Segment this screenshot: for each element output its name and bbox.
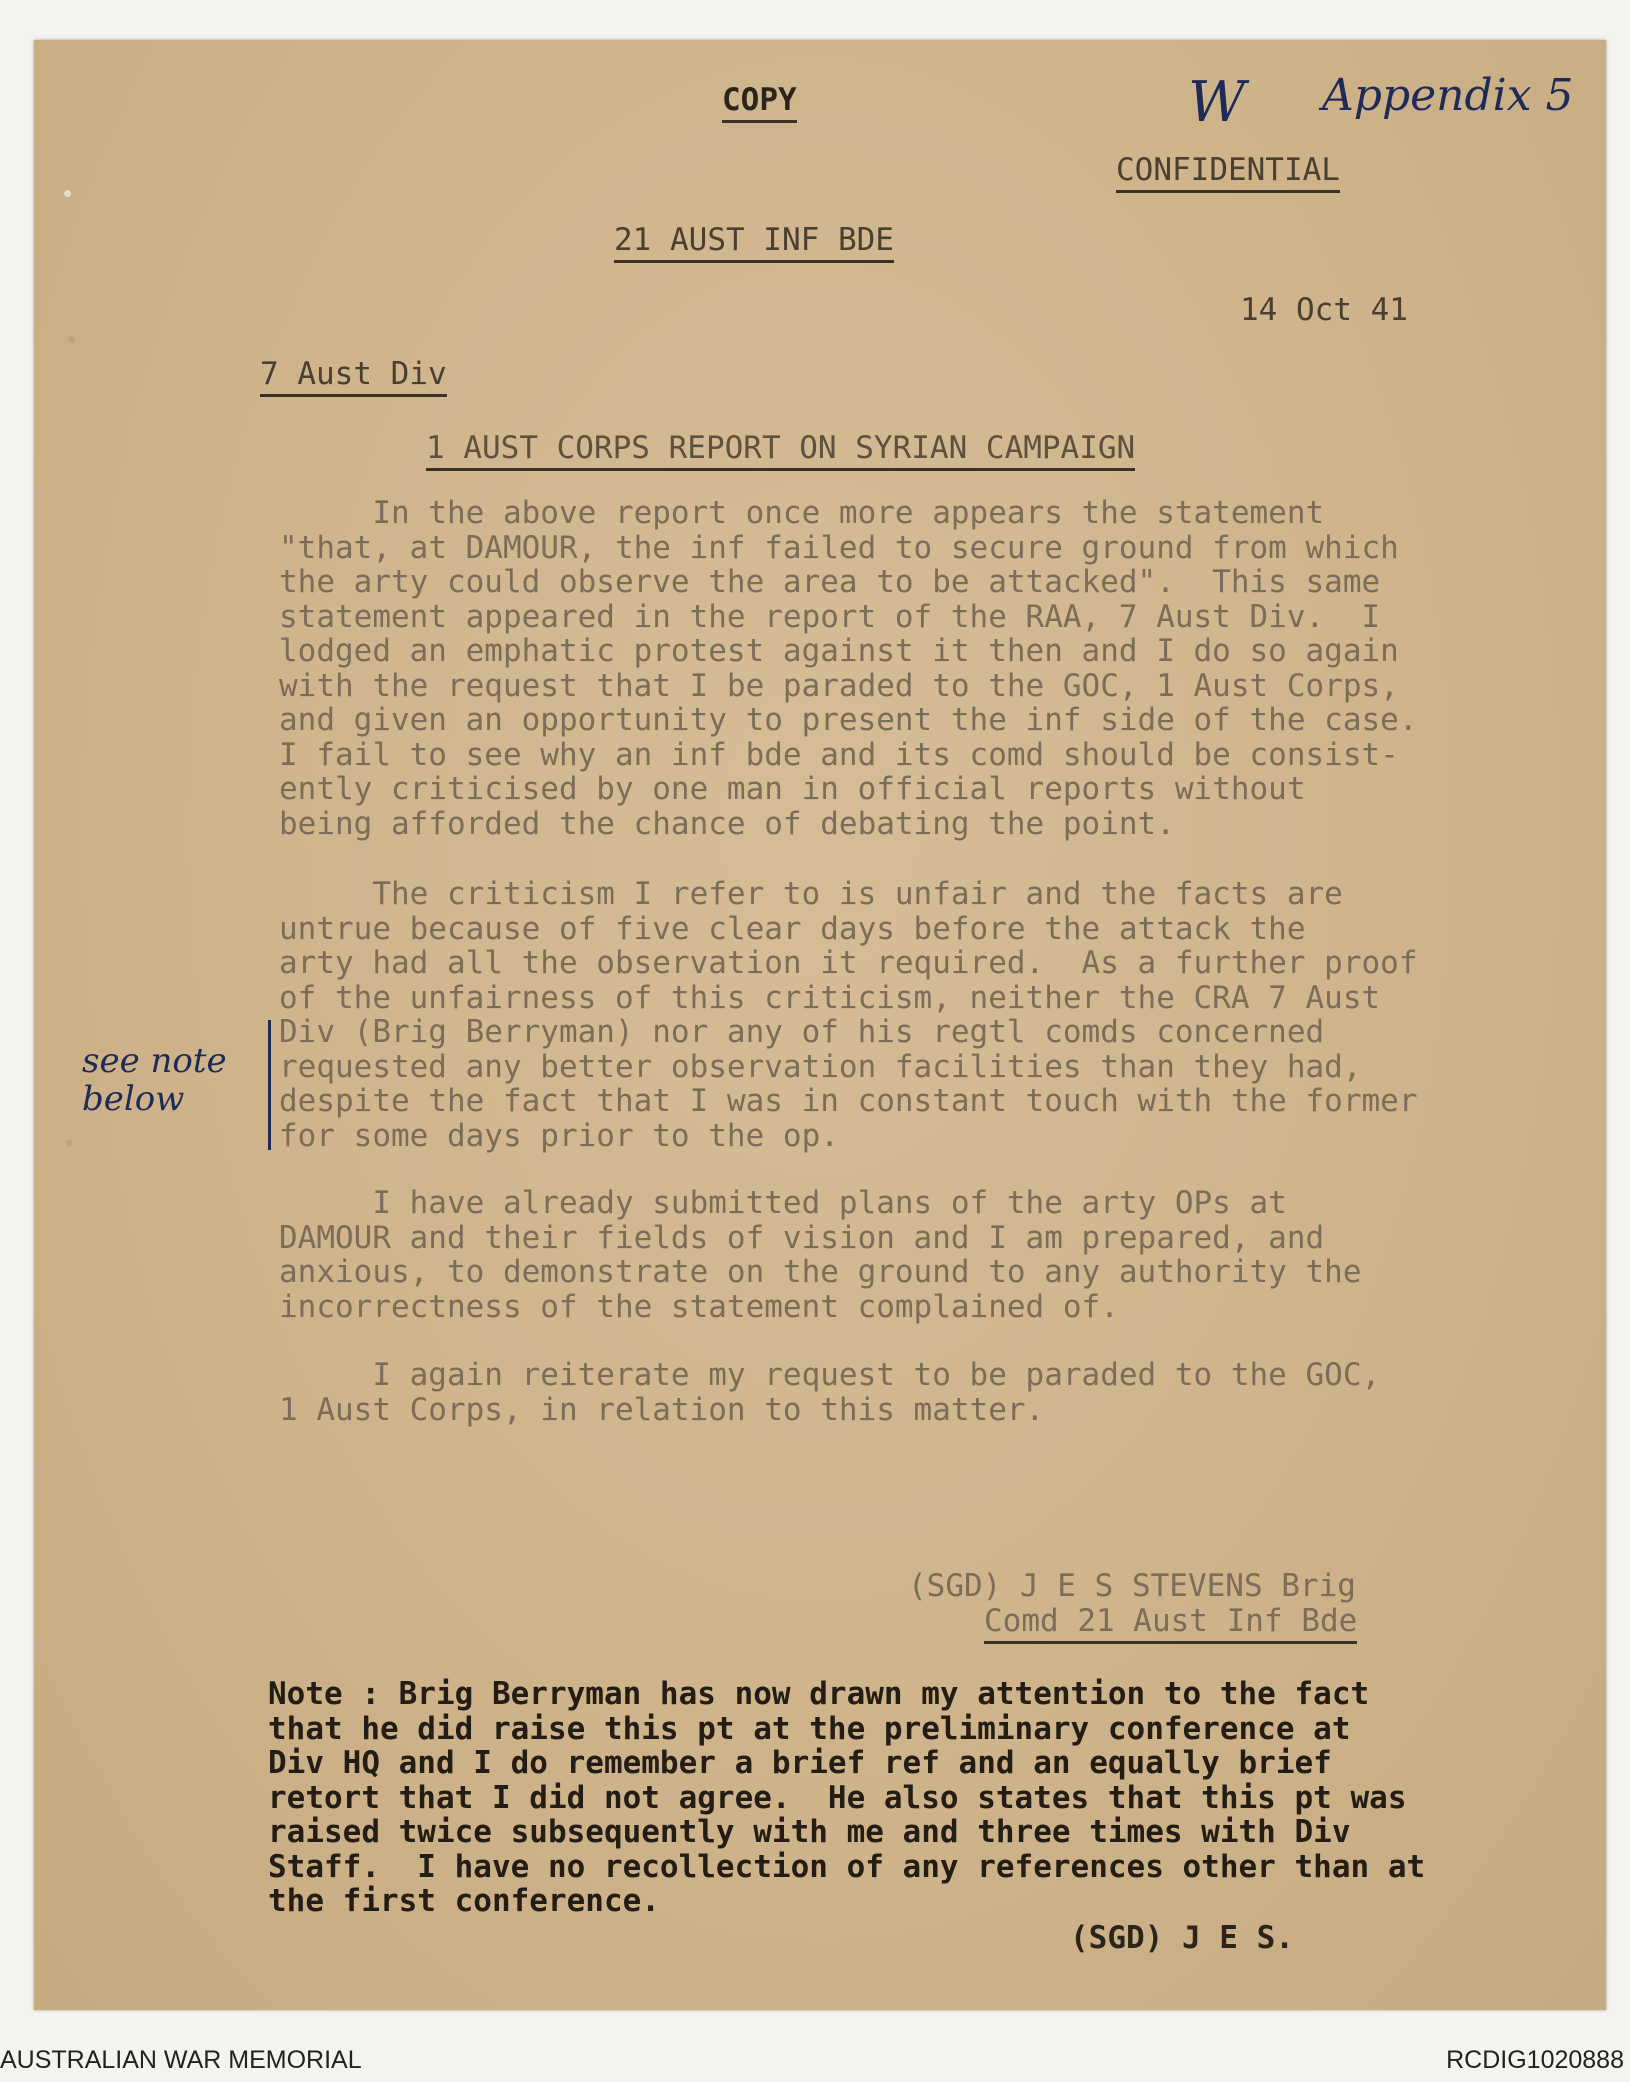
signature-line-2: Comd 21 Aust Inf Bde (984, 1603, 1357, 1644)
handwritten-appendix: Appendix 5 (1322, 70, 1574, 121)
punch-mark (66, 1140, 73, 1147)
body-paragraph-4: I again reiterate my request to be paraded to the GOC, 1 Aust Corps, in relation to this matter. (279, 1357, 1381, 1428)
document-date: 14 Oct 41 (1240, 292, 1408, 328)
margin-bracket (268, 1020, 271, 1150)
classification-label: CONFIDENTIAL (1116, 152, 1340, 193)
copy-label: COPY (722, 82, 797, 123)
note-signature: (SGD) J E S. (1070, 1920, 1294, 1956)
archive-credit: AUSTRALIAN WAR MEMORIAL (0, 2046, 362, 2074)
body-paragraph-2: The criticism I refer to is unfair and the facts are untrue because of five clear days before the attack the arty had all the observation it required. As a further proof of the unfairness of this criticism, neither the CRA 7 Aust Div (Brig Berryman) nor any of his regtl comds concerned requested any better observation facilities than they had, despite the fact that I was in constant touch with the former for some days prior to the op. (279, 876, 1418, 1154)
unit-heading: 21 AUST INF BDE (614, 222, 894, 263)
body-paragraph-3: I have already submitted plans of the arty OPs at DAMOUR and their fields of vision and I am prepared, and anxious, to demonstrate on the ground to any authority the incorrectness of the statement complained of. (279, 1185, 1362, 1325)
addressee: 7 Aust Div (260, 356, 447, 397)
margin-note: see note below (82, 1041, 227, 1119)
note-paragraph: Note : Brig Berryman has now drawn my attention to the fact that he did raise this pt at the preliminary conference at Div HQ and I do remember a brief ref and an equally brief retort that I did not agree. He also states that this pt was raised twice subsequently with me and three times with Div Staff. I have no recollection of any references other than at the first conference. (268, 1676, 1426, 1919)
signature-line-1: (SGD) J E S STEVENS Brig (908, 1568, 1356, 1604)
punch-mark (64, 190, 71, 197)
handwritten-mark: W (1188, 70, 1246, 135)
archive-id: RCDIG1020888 (1446, 2046, 1624, 2074)
punch-mark (68, 336, 75, 343)
body-paragraph-1: In the above report once more appears the statement "that, at DAMOUR, the inf failed to secure ground from which the arty could observe the area to be attacked". This same statement appeared in the report of the RAA, 7 Aust Div. I lodged an emphatic protest against it then and I do so again with the request that I be paraded to the GOC, 1 Aust Corps, and given an opportunity to present the inf side of the case. I fail to see why an inf bde and its comd should be consist- ently criticised by one man in official reports without being afforded the chance of debating the point. (279, 495, 1418, 842)
subject-heading: 1 AUST CORPS REPORT ON SYRIAN CAMPAIGN (426, 430, 1135, 471)
